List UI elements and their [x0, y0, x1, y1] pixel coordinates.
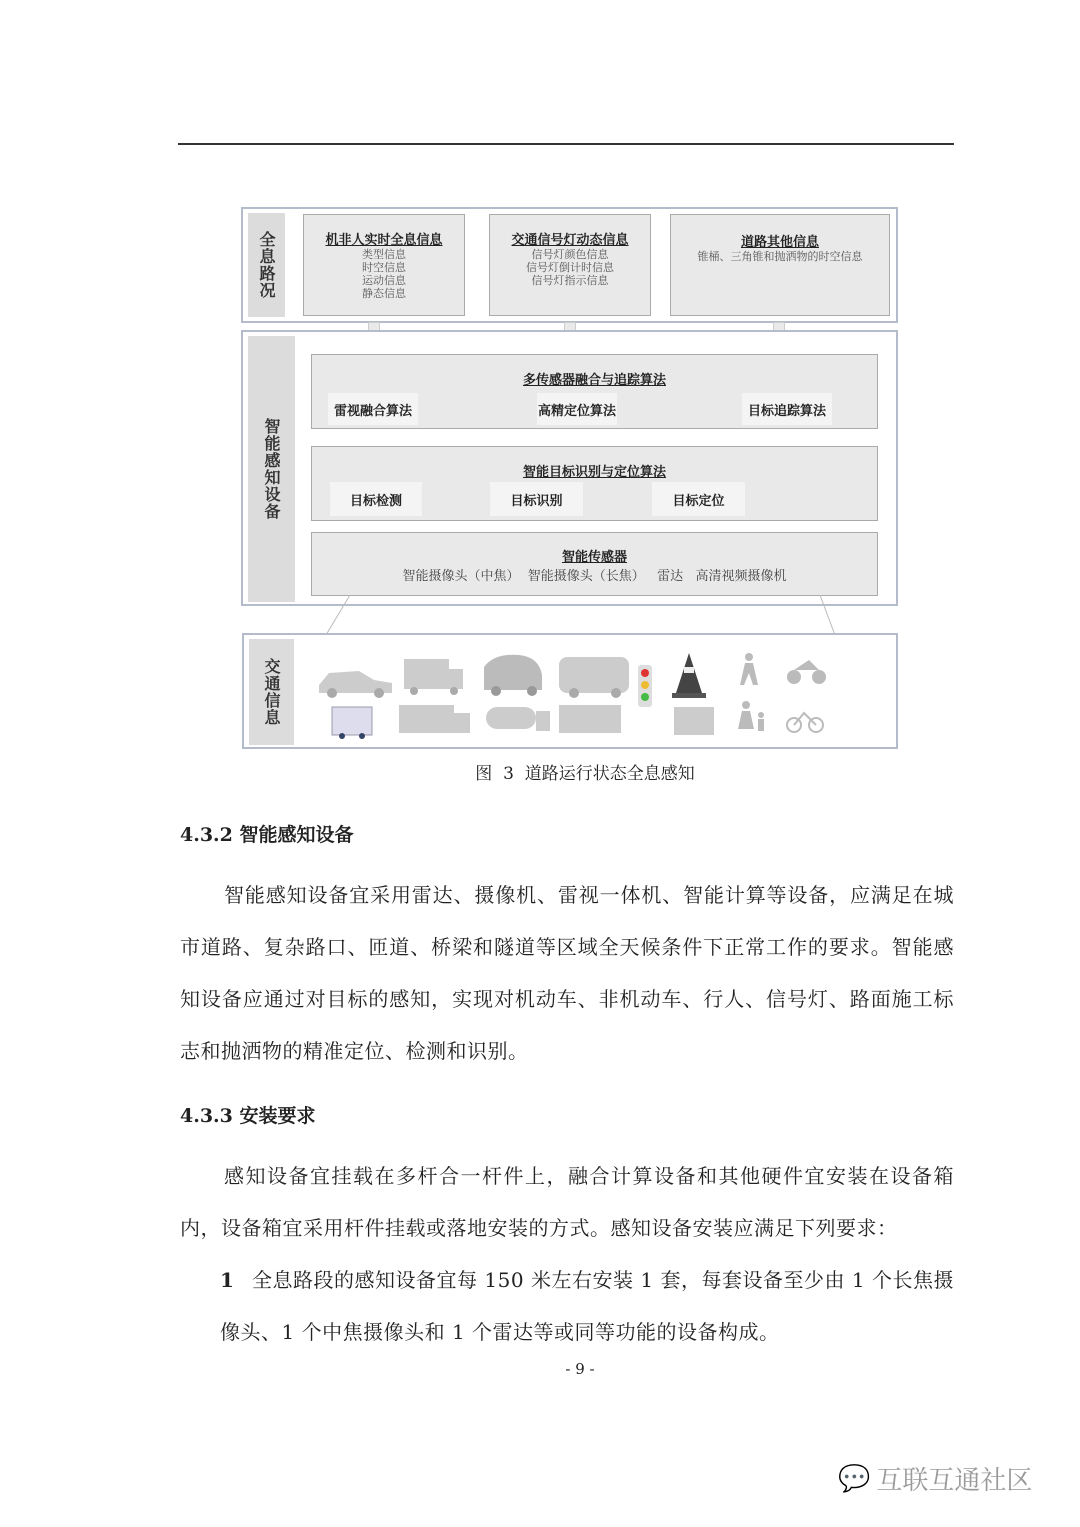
traffic-light-icon [638, 665, 652, 707]
box-item: 静态信息 [362, 287, 406, 300]
bicycle-icon [787, 713, 823, 732]
fusion-box [311, 354, 878, 429]
list-number: 1 [220, 1268, 234, 1292]
watermark-text: 互联互通社区 [876, 1466, 1033, 1496]
box-title: 智能目标识别与定位算法 [522, 465, 666, 480]
double-decker-bus-icon [332, 707, 372, 739]
car-icon [319, 671, 392, 698]
traffic-icons [304, 645, 864, 745]
box-icon [674, 707, 714, 735]
box-item: 锥桶、三角锥和抛洒物的时空信息 [697, 250, 863, 263]
header-rule [178, 143, 954, 145]
figure-caption: 图 3 道路运行状态全息感知 [475, 764, 695, 784]
algo-radar-video-fusion: 雷视融合算法 [328, 393, 418, 425]
sensor-list: 智能摄像头（中焦） 智能摄像头（长焦） 雷达 高清视频摄像机 [402, 569, 787, 584]
traffic-cone-icon [672, 653, 706, 698]
algo-high-precision-positioning: 高精定位算法 [537, 393, 617, 425]
section-paragraph: 智能感知设备宜采用雷达、摄像机、雷视一体机、智能计算等设备，应满足在城市道路、复杂路口、匝道、桥梁和隧道等区域全天候条件下正常工作的要求。智能感知设备应通过对目标的感知，实现对机动车、非机动车、行人、信号灯、路面施工标志和抛洒物的精准定位、检测和识别。 [180, 883, 954, 1063]
algo-target-tracking: 目标追踪算法 [742, 393, 832, 425]
box-item: 信号灯指示信息 [531, 274, 609, 287]
box-title: 多传感器融合与追踪算法 [522, 373, 666, 388]
bus-icon [559, 657, 629, 698]
diagram-layer-sensing [241, 330, 898, 606]
box-title: 道路其他信息 [740, 235, 819, 250]
layer-label: 智能感知设备 [248, 336, 295, 602]
tanker-truck-icon [486, 707, 550, 731]
ambulance-icon [484, 655, 542, 696]
algo-target-recognition: 目标识别 [490, 482, 583, 516]
info-box-vehicles [303, 214, 465, 316]
box-item: 信号灯倒计时信息 [526, 261, 614, 274]
lorry-icon [399, 705, 470, 733]
algo-target-positioning: 目标定位 [652, 482, 745, 516]
diagram-layer-holographic [241, 207, 898, 323]
layer-label: 全息路况 [248, 213, 285, 317]
info-box-other [670, 214, 890, 316]
sensors-box [311, 532, 878, 596]
box-title: 智能传感器 [561, 550, 627, 565]
diagram-layer-traffic [242, 633, 898, 749]
box-item: 时空信息 [362, 261, 406, 274]
section-heading: 4.3.2 智能感知设备 [180, 824, 354, 846]
algo-target-detection: 目标检测 [330, 482, 422, 516]
box-item: 信号灯颜色信息 [531, 248, 609, 261]
recognition-box [311, 446, 878, 521]
wechat-icon: 💬 [838, 1463, 871, 1494]
motorcycle-icon [787, 660, 826, 684]
page-number: - 9 - [565, 1360, 595, 1378]
box-item: 类型信息 [362, 248, 406, 261]
family-pedestrian-icon [738, 701, 764, 731]
box-title: 机非人实时全息信息 [325, 233, 443, 248]
info-box-signals [489, 214, 651, 316]
box-item: 运动信息 [362, 274, 406, 287]
section-heading: 4.3.3 安装要求 [180, 1105, 316, 1127]
section-paragraph: 感知设备宜挂载在多杆合一杆件上，融合计算设备和其他硬件宜安装在设备箱内，设备箱宜采用杆件挂载或落地安装的方式。感知设备安装应满足下列要求： [180, 1164, 954, 1240]
fire-truck-icon [559, 705, 621, 733]
list-item-text: 全息路段的感知设备宜每 150 米左右安装 1 套，每套设备至少由 1 个长焦摄像头、1 个中焦摄像头和 1 个雷达等或同等功能的设备构成。 [220, 1268, 954, 1344]
truck-icon [404, 659, 463, 695]
layer-label: 交通信息 [249, 639, 294, 745]
pedestrian-icon [740, 653, 758, 685]
box-title: 交通信号灯动态信息 [511, 233, 629, 248]
watermark [838, 1460, 1032, 1497]
